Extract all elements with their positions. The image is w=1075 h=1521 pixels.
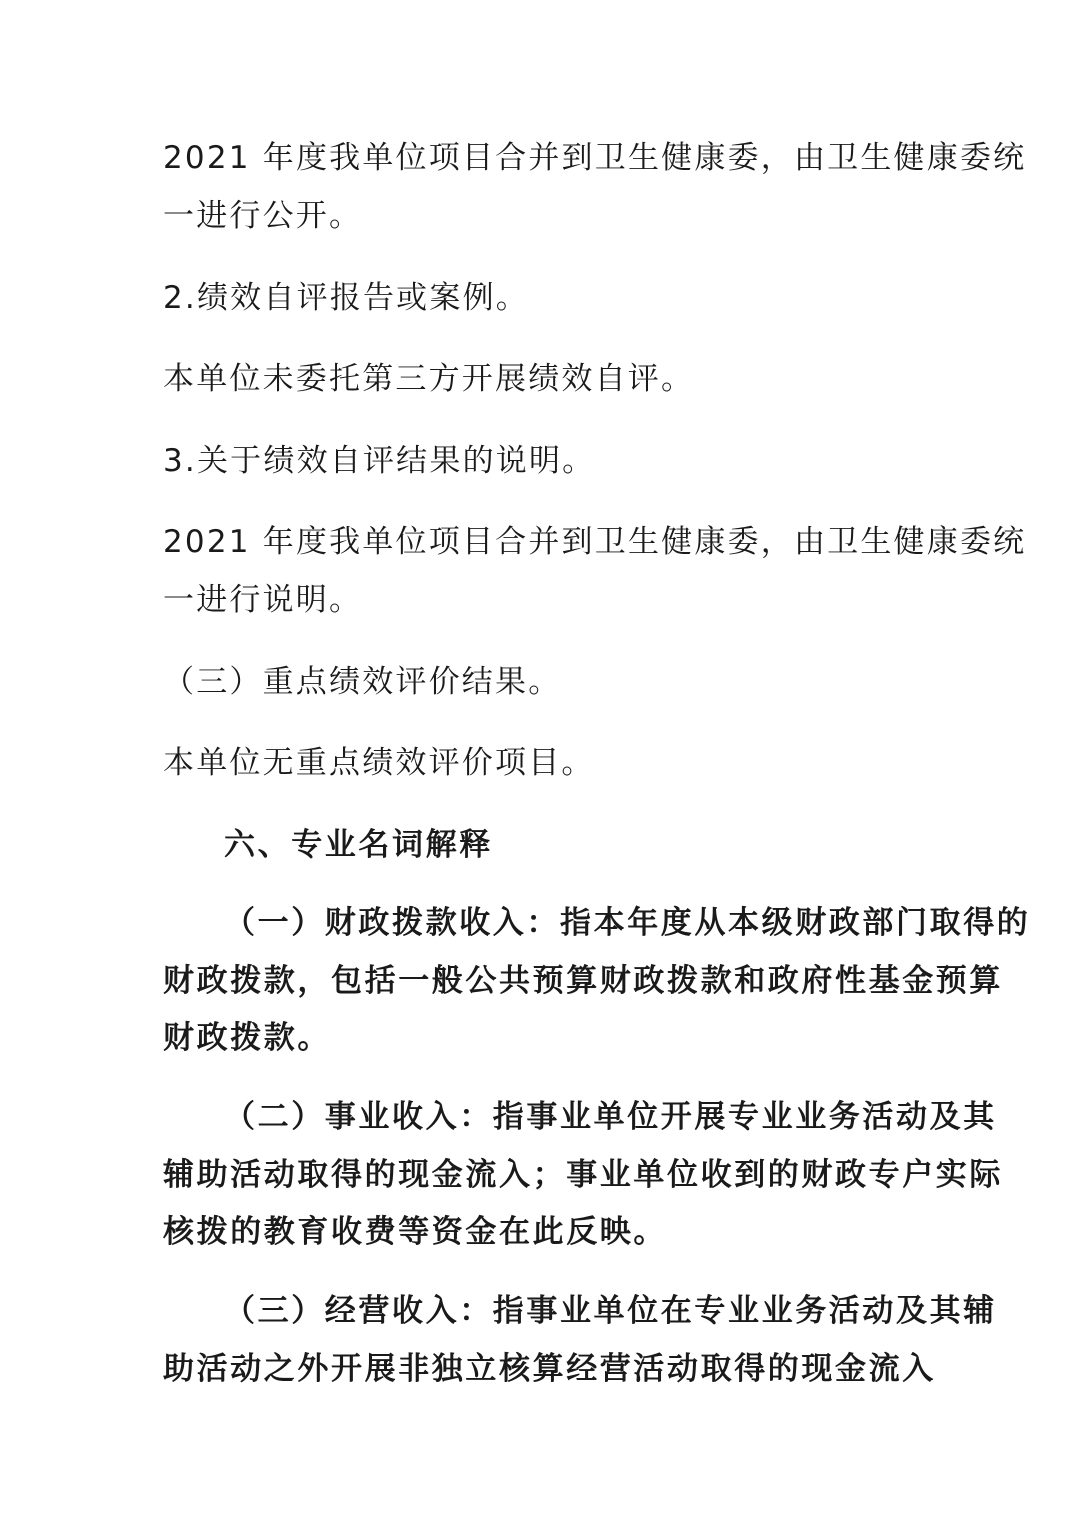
paragraph-5-line-1: 2021 年度我单位项目合并到卫生健康委，由卫生健康委统 <box>163 524 1027 560</box>
definition-1-line-3: 财政拨款。 <box>163 1020 331 1056</box>
paragraph-1-line-1: 2021 年度我单位项目合并到卫生健康委，由卫生健康委统 <box>163 140 1027 176</box>
paragraph-2-line-1: 2.绩效自评报告或案例。 <box>163 280 529 316</box>
paragraph-1-line-2: 一进行公开。 <box>163 198 363 234</box>
paragraph-6-line-1: （三）重点绩效评价结果。 <box>163 664 562 700</box>
definition-1-line-1: （一）财政拨款收入：指本年度从本级财政部门取得的 <box>224 905 1031 941</box>
paragraph-3-line-1: 本单位未委托第三方开展绩效自评。 <box>163 361 695 397</box>
definition-3-line-1: （三）经营收入：指事业单位在专业业务活动及其辅 <box>224 1293 997 1329</box>
definition-1-line-2: 财政拨款，包括一般公共预算财政拨款和政府性基金预算 <box>163 963 1003 999</box>
definition-2-line-3: 核拨的教育收费等资金在此反映。 <box>163 1214 667 1250</box>
paragraph-4-line-1: 3.关于绩效自评结果的说明。 <box>163 443 596 479</box>
definition-3-line-2: 助活动之外开展非独立核算经营活动取得的现金流入 <box>163 1351 936 1387</box>
paragraph-5-line-2: 一进行说明。 <box>163 582 363 618</box>
section-heading: 六、专业名词解释 <box>224 827 493 863</box>
paragraph-7-line-1: 本单位无重点绩效评价项目。 <box>163 745 595 781</box>
definition-2-line-1: （二）事业收入：指事业单位开展专业业务活动及其 <box>224 1099 997 1135</box>
definition-2-line-2: 辅助活动取得的现金流入；事业单位收到的财政专户实际 <box>163 1157 1003 1193</box>
